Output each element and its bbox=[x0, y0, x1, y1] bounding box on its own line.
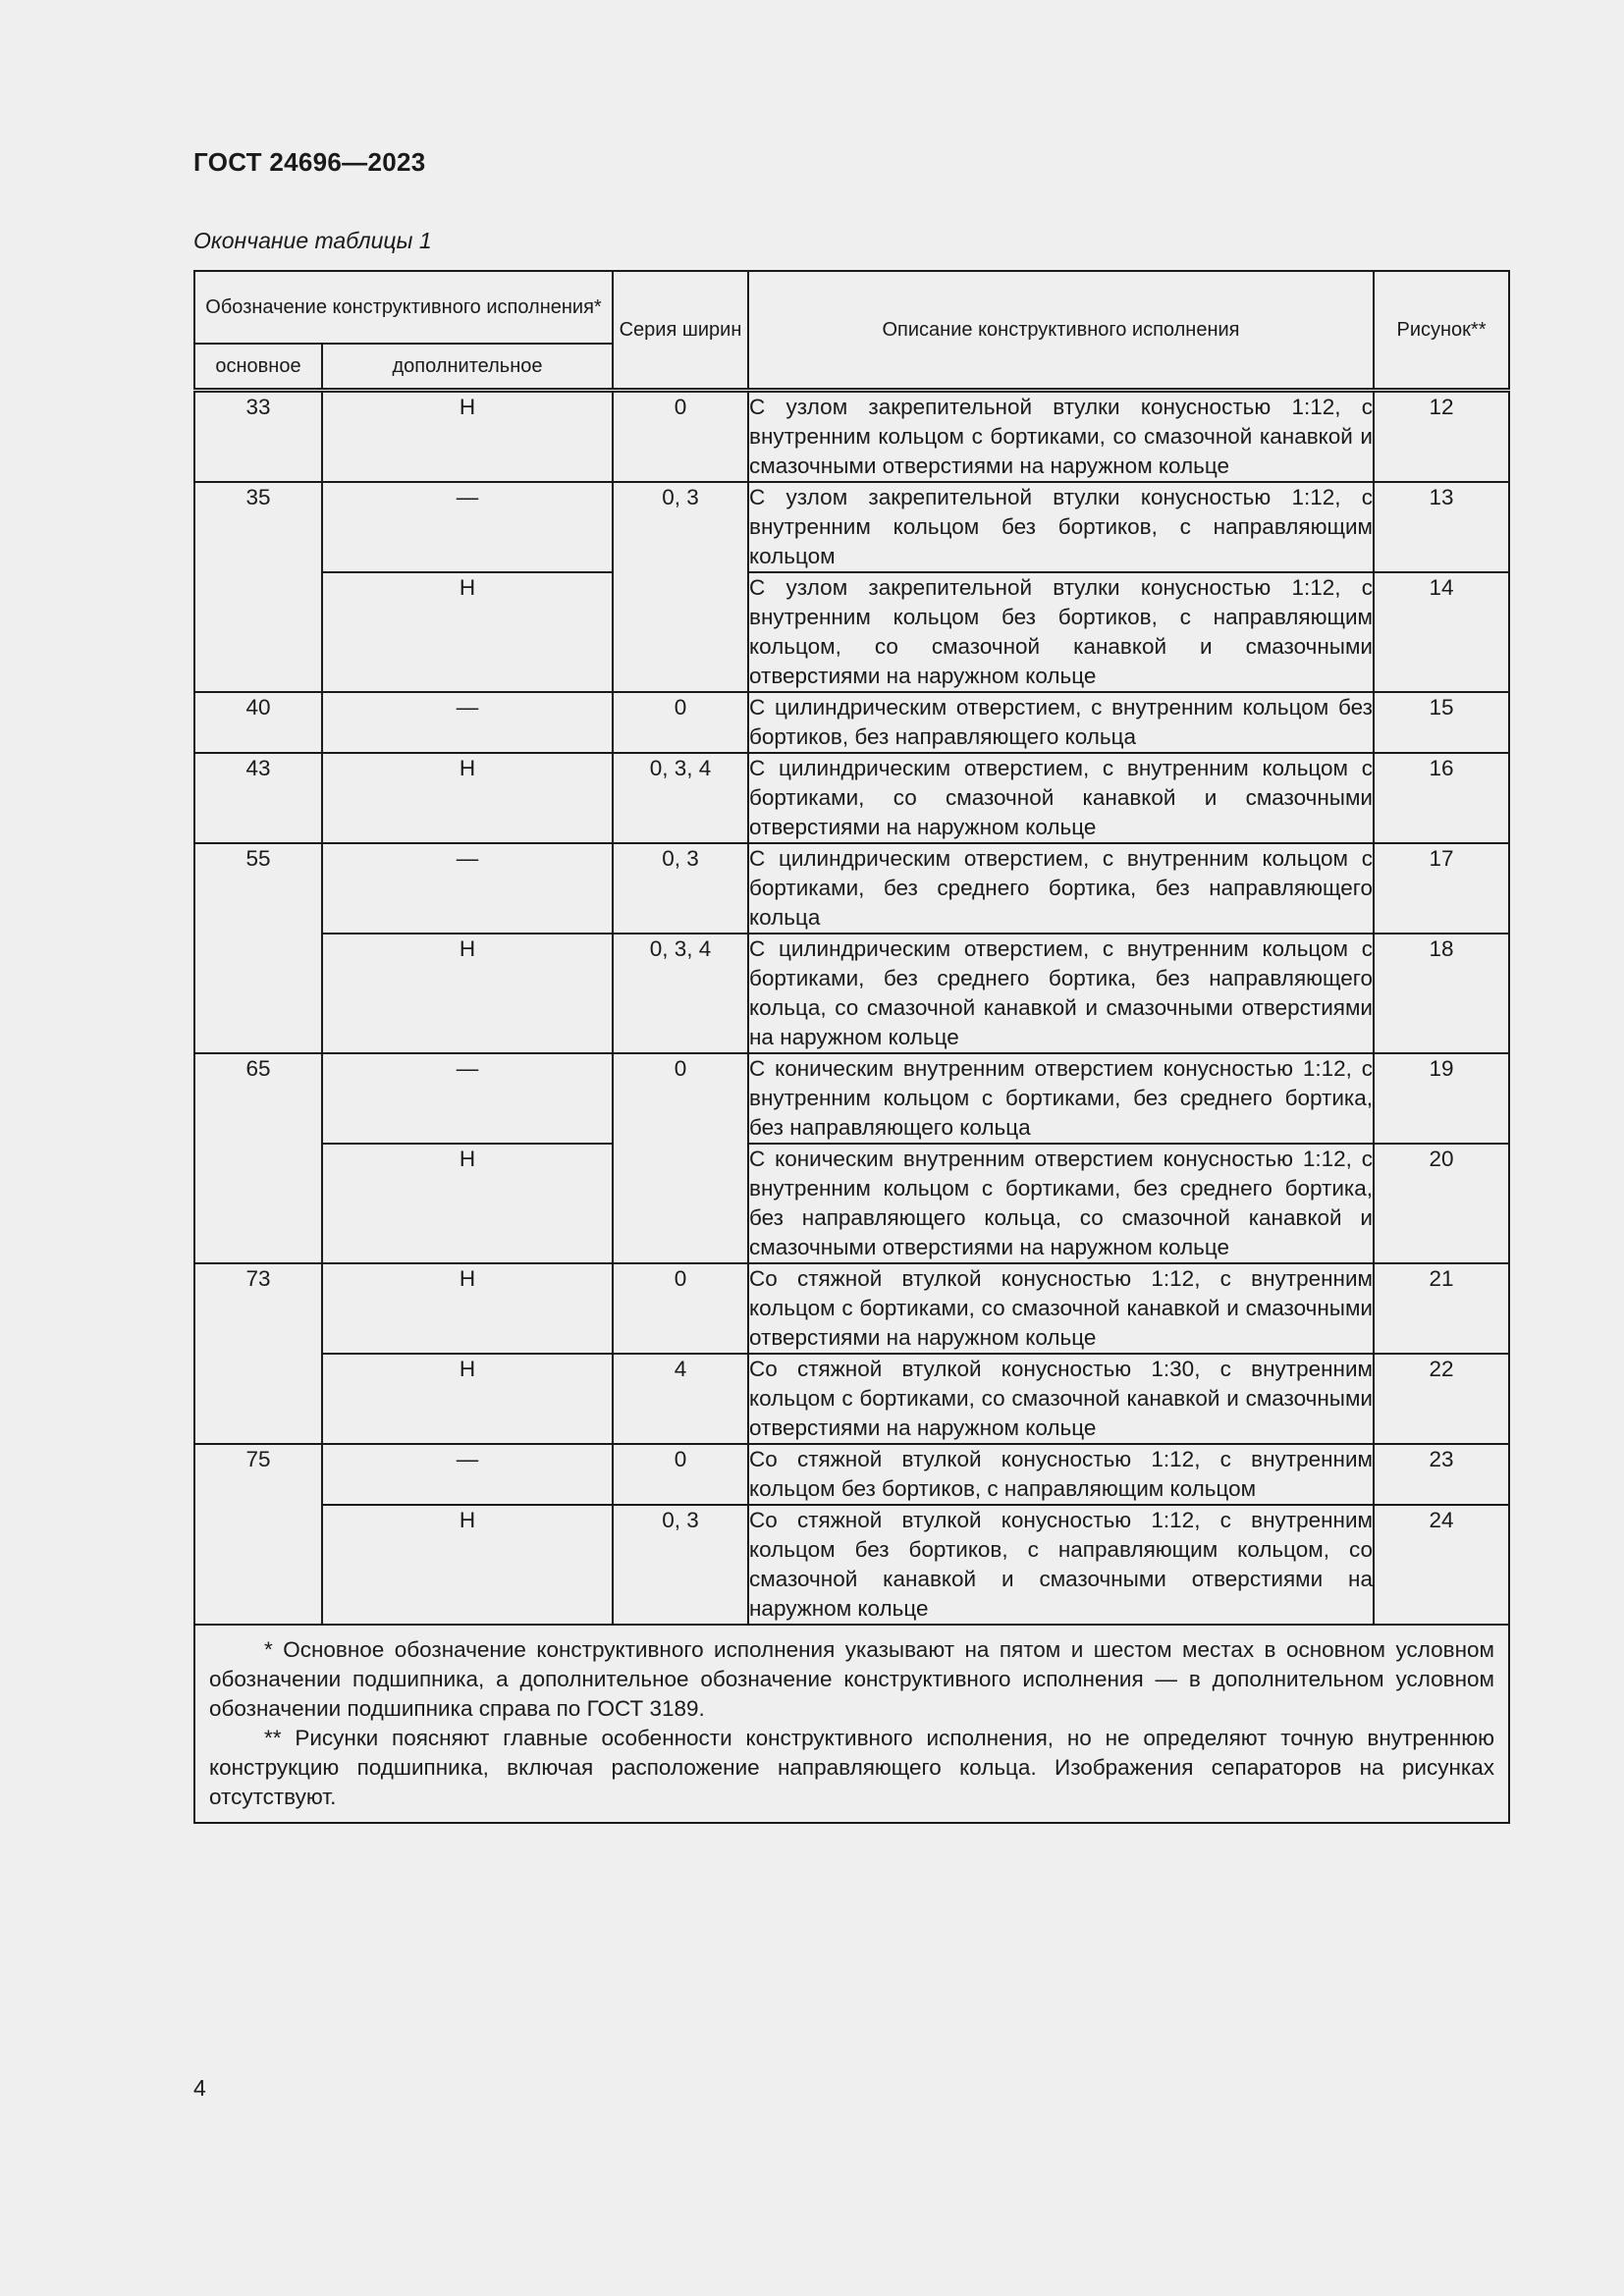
cell-main: 35 bbox=[194, 482, 322, 692]
header-extra: дополнительное bbox=[322, 344, 613, 391]
table-row bbox=[194, 692, 1509, 753]
document-header: ГОСТ 24696—2023 bbox=[193, 147, 426, 177]
cell-main: 40 bbox=[194, 692, 322, 753]
cell-series: 4 bbox=[613, 1354, 748, 1444]
table-footnotes-row bbox=[194, 1625, 1509, 1823]
header-description: Описание конструктивного исполнения bbox=[748, 271, 1374, 391]
cell-figure: 12 bbox=[1374, 391, 1509, 483]
cell-extra: Н bbox=[322, 1354, 613, 1444]
table-row bbox=[194, 482, 1509, 572]
cell-description: С узлом закрепительной втулки конусностью 1:12, с внутренним кольцом без бортиков, с направляющим кольцом bbox=[748, 482, 1374, 572]
cell-extra: Н bbox=[322, 1505, 613, 1625]
cell-series: 0 bbox=[613, 692, 748, 753]
cell-extra: — bbox=[322, 692, 613, 753]
cell-figure: 21 bbox=[1374, 1263, 1509, 1354]
table-row bbox=[194, 391, 1509, 483]
table-row bbox=[194, 1263, 1509, 1354]
cell-description: С коническим внутренним отверстием конусностью 1:12, с внутренним кольцом с бортиками, без среднего бортика, без направляющего кольца, со смазочной канавкой и смазочными отверстиями на наружном кольце bbox=[748, 1144, 1374, 1263]
cell-figure: 20 bbox=[1374, 1144, 1509, 1263]
table-row bbox=[194, 1354, 1509, 1444]
cell-extra: Н bbox=[322, 391, 613, 483]
cell-main: 55 bbox=[194, 843, 322, 1053]
cell-figure: 22 bbox=[1374, 1354, 1509, 1444]
cell-main: 43 bbox=[194, 753, 322, 843]
cell-extra: Н bbox=[322, 1263, 613, 1354]
header-main: основное bbox=[194, 344, 322, 391]
table-footnotes bbox=[194, 1625, 1509, 1823]
table-row bbox=[194, 753, 1509, 843]
table-row bbox=[194, 843, 1509, 934]
cell-description: С цилиндрическим отверстием, с внутренним кольцом с бортиками, со смазочной канавкой и смазочными отверстиями на наружном кольце bbox=[748, 753, 1374, 843]
cell-description: С узлом закрепительной втулки конусностью 1:12, с внутренним кольцом с бортиками, со смазочной канавкой и смазочными отверстиями на наружном кольце bbox=[748, 391, 1374, 483]
header-series: Серия ширин bbox=[613, 271, 748, 391]
design-table bbox=[193, 270, 1510, 1824]
cell-series: 0, 3 bbox=[613, 1505, 748, 1625]
cell-main: 73 bbox=[194, 1263, 322, 1444]
cell-extra: — bbox=[322, 1444, 613, 1505]
table-caption: Окончание таблицы 1 bbox=[193, 228, 432, 253]
cell-extra: Н bbox=[322, 753, 613, 843]
cell-description: Со стяжной втулкой конусностью 1:12, с внутренним кольцом без бортиков, с направляющим кольцом, со смазочной канавкой и смазочными отверстиями на наружном кольце bbox=[748, 1505, 1374, 1625]
header-figure: Рисунок** bbox=[1374, 271, 1509, 391]
table-row bbox=[194, 1444, 1509, 1505]
cell-series: 0 bbox=[613, 1053, 748, 1263]
table-row bbox=[194, 934, 1509, 1053]
cell-description: С коническим внутренним отверстием конусностью 1:12, с внутренним кольцом с бортиками, без среднего бортика, без направляющего кольца bbox=[748, 1053, 1374, 1144]
cell-description: Со стяжной втулкой конусностью 1:30, с внутренним кольцом с бортиками, со смазочной канавкой и смазочными отверстиями на наружном кольце bbox=[748, 1354, 1374, 1444]
cell-series: 0, 3 bbox=[613, 843, 748, 934]
cell-extra: — bbox=[322, 843, 613, 934]
cell-figure: 13 bbox=[1374, 482, 1509, 572]
cell-figure: 18 bbox=[1374, 934, 1509, 1053]
page-number: 4 bbox=[193, 2075, 206, 2101]
cell-figure: 15 bbox=[1374, 692, 1509, 753]
table-row bbox=[194, 1505, 1509, 1625]
cell-series: 0, 3, 4 bbox=[613, 753, 748, 843]
cell-description: С цилиндрическим отверстием, с внутренним кольцом без бортиков, без направляющего кольца bbox=[748, 692, 1374, 753]
cell-main: 33 bbox=[194, 391, 322, 483]
table-row bbox=[194, 1144, 1509, 1263]
cell-extra: Н bbox=[322, 1144, 613, 1263]
cell-main: 75 bbox=[194, 1444, 322, 1625]
cell-description: С цилиндрическим отверстием, с внутренним кольцом с бортиками, без среднего бортика, без направляющего кольца, со смазочной канавкой и смазочными отверстиями на наружном кольце bbox=[748, 934, 1374, 1053]
footnote-2: ** Рисунки поясняют главные особенности конструктивного исполнения, но не определяют точную внутреннюю конструкцию подшипника, включая расположение направляющего кольца. Изображения сепараторов на рисунках отсутствуют. bbox=[209, 1726, 1494, 1809]
cell-series: 0, 3, 4 bbox=[613, 934, 748, 1053]
cell-series: 0 bbox=[613, 391, 748, 483]
cell-figure: 19 bbox=[1374, 1053, 1509, 1144]
table-row bbox=[194, 1053, 1509, 1144]
cell-extra: — bbox=[322, 482, 613, 572]
cell-description: Со стяжной втулкой конусностью 1:12, с внутренним кольцом с бортиками, со смазочной канавкой и смазочными отверстиями на наружном кольце bbox=[748, 1263, 1374, 1354]
cell-figure: 23 bbox=[1374, 1444, 1509, 1505]
footnote-1: * Основное обозначение конструктивного исполнения указывают на пятом и шестом местах в основном условном обозначении подшипника, а дополнительное обозначение конструктивного исполнения — в дополнительном условном обозначении подшипника справа по ГОСТ 3189. bbox=[209, 1637, 1494, 1721]
table-row bbox=[194, 572, 1509, 692]
cell-extra: — bbox=[322, 1053, 613, 1144]
cell-figure: 16 bbox=[1374, 753, 1509, 843]
cell-series: 0, 3 bbox=[613, 482, 748, 692]
cell-figure: 17 bbox=[1374, 843, 1509, 934]
cell-series: 0 bbox=[613, 1263, 748, 1354]
table-container bbox=[193, 270, 1508, 1824]
cell-figure: 14 bbox=[1374, 572, 1509, 692]
cell-extra: Н bbox=[322, 572, 613, 692]
cell-description: Со стяжной втулкой конусностью 1:12, с внутренним кольцом без бортиков, с направляющим кольцом bbox=[748, 1444, 1374, 1505]
cell-extra: Н bbox=[322, 934, 613, 1053]
header-designation-group: Обозначение конструктивного исполнения* bbox=[194, 271, 613, 344]
cell-description: С цилиндрическим отверстием, с внутренним кольцом с бортиками, без среднего бортика, без направляющего кольца bbox=[748, 843, 1374, 934]
cell-series: 0 bbox=[613, 1444, 748, 1505]
cell-main: 65 bbox=[194, 1053, 322, 1263]
cell-description: С узлом закрепительной втулки конусностью 1:12, с внутренним кольцом без бортиков, с направляющим кольцом, со смазочной канавкой и смазочными отверстиями на наружном кольце bbox=[748, 572, 1374, 692]
cell-figure: 24 bbox=[1374, 1505, 1509, 1625]
